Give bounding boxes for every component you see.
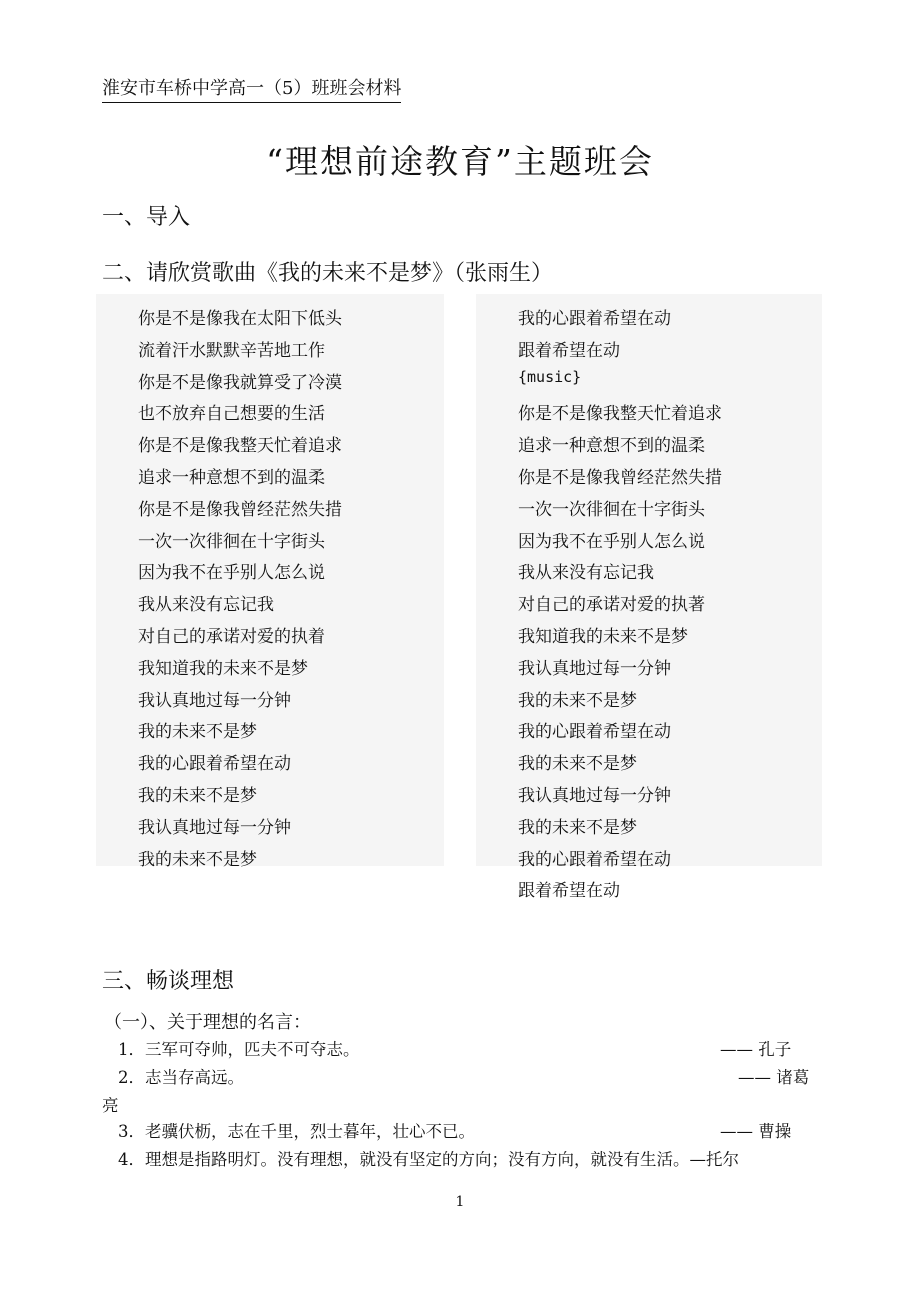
lyric-line: 追求一种意想不到的温柔 [138,468,325,488]
lyric-line: 你是不是像我曾经茫然失措 [518,468,722,488]
lyric-line: 你是不是像我曾经茫然失措 [138,499,342,520]
quote-item: 2．志当存高远。 [118,1068,244,1087]
lyric-line: 我的未来不是梦 [138,849,257,870]
quote-item: 4．理想是指路明灯。没有理想，就没有坚定的方向；没有方向，就没有生活。—托尔 [118,1150,739,1169]
lyric-line: 追求一种意想不到的温柔 [518,436,705,457]
quote-item: 3．老骥伏枥，志在千里，烈士暮年，壮心不已。 [118,1122,475,1141]
lyric-line: 我从来没有忘记我 [138,595,274,616]
section-ideals-heading: 三、畅谈理想 [102,969,235,994]
quote-author: —— 诸葛 [738,1068,810,1087]
quotes-heading: （一）、关于理想的名言： [104,1012,311,1033]
lyric-line: 跟着希望在动 [518,340,620,361]
lyric-line: 我的心跟着希望在动 [518,849,671,870]
lyrics-left-column [96,294,444,870]
lyric-line: 我的未来不是梦 [138,786,257,806]
lyric-line: 你是不是像我在太阳下低头 [138,309,342,329]
page-number: 1 [455,1194,465,1210]
page-title: “理想前途教育”主题班会 [266,142,654,181]
lyric-line: 跟着希望在动 [518,881,620,902]
lyric-line: 我的未来不是梦 [518,690,637,711]
lyric-line: 我知道我的未来不是梦 [138,658,308,679]
section-intro-heading: 一、导入 [102,205,191,230]
quote-author-wrap: 亮 [102,1096,119,1115]
lyric-line: 我从来没有忘记我 [518,563,654,584]
quote-item: 1．三军可夺帅，匹夫不可夺志。 [118,1040,360,1059]
lyric-line: 我的未来不是梦 [138,722,257,743]
lyric-line: {music} [518,367,582,386]
quote-author: —— 曹操 [720,1122,792,1141]
lyric-line: 流着汗水默默辛苦地工作 [138,340,325,361]
header-note: 淮安市车桥中学高一（5）班班会材料 [102,78,401,103]
lyric-line: 一次一次徘徊在十字街头 [138,531,325,552]
lyric-line: 我认真地过每一分钟 [518,786,671,806]
lyric-line: 我认真地过每一分钟 [138,817,291,838]
lyric-line: 我的未来不是梦 [518,754,637,775]
lyric-line: 因为我不在乎别人怎么说 [518,531,705,552]
lyric-line: 因为我不在乎别人怎么说 [138,563,325,584]
lyric-line: 你是不是像我整天忙着追求 [138,436,342,457]
lyric-line: 你是不是像我整天忙着追求 [518,404,722,425]
lyrics-right-column [476,294,822,902]
lyric-line: 你是不是像我就算受了冷漠 [138,372,342,393]
lyric-line: 一次一次徘徊在十字街头 [518,499,705,520]
lyric-line: 我的心跟着希望在动 [518,309,671,329]
lyric-line: 对自己的承诺对爱的执著 [518,595,705,616]
lyric-line: 我的未来不是梦 [518,817,637,838]
lyric-line: 对自己的承诺对爱的执着 [138,627,325,647]
lyric-line: 我认真地过每一分钟 [138,690,291,711]
lyric-line: 我知道我的未来不是梦 [518,627,688,647]
lyric-line: 我的心跟着希望在动 [518,722,671,743]
lyric-line: 我认真地过每一分钟 [518,658,671,679]
section-song-heading: 二、请欣赏歌曲《我的未来不是梦》（张雨生） [102,261,554,286]
quote-author: —— 孔子 [720,1040,792,1059]
lyric-line: 也不放弃自己想要的生活 [138,404,325,425]
lyric-line: 我的心跟着希望在动 [138,754,291,775]
